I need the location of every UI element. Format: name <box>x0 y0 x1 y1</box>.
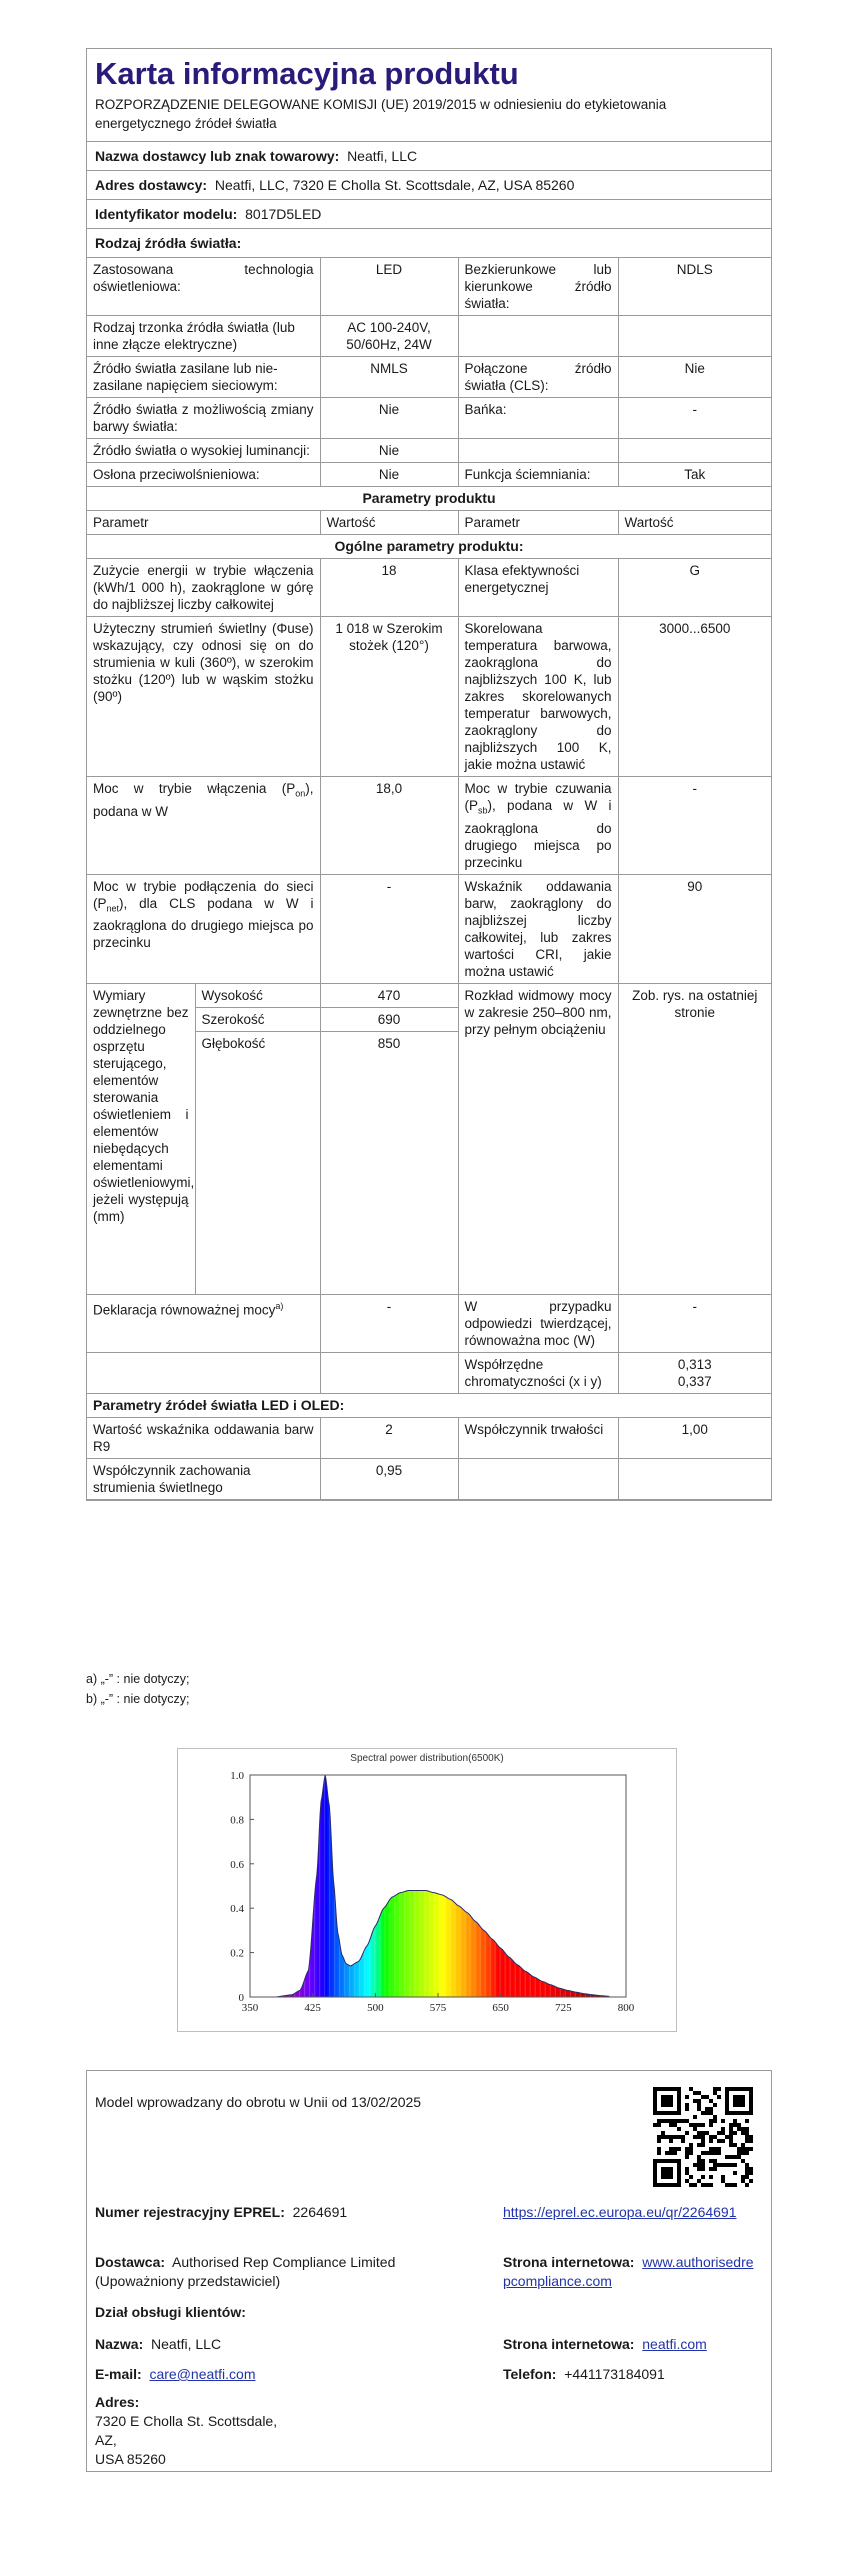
spectrum-band <box>303 1775 305 1997</box>
website2-label: Strona internetowa: <box>503 2336 635 2352</box>
y-tick-label: 0.8 <box>230 1814 244 1827</box>
spectrum-band <box>536 1775 538 1997</box>
cell-equiv-power-label: W przypadku odpowiedzi twierdzącej, równoważna moc (W) <box>458 1294 618 1352</box>
cell-maintenance-value: 0,95 <box>320 1458 458 1499</box>
phone-label: Telefon: <box>503 2366 557 2382</box>
spectrum-band <box>542 1775 544 1997</box>
cell-class-label: Klasa efektywności energetycznej <box>458 559 618 617</box>
cell-luminance-value: Nie <box>320 439 458 463</box>
spectrum-band <box>552 1775 554 1997</box>
cell-class-value: G <box>618 559 771 617</box>
spectrum-band <box>298 1775 300 1997</box>
spectrum-band <box>561 1775 563 1997</box>
spectrum-band <box>302 1775 304 1997</box>
cell-survival-label: Współczynnik trwałości <box>458 1417 618 1458</box>
cell-maintenance-label: Współczynnik zachowania strumienia świetlnego <box>87 1458 320 1499</box>
spectrum-band <box>608 1775 610 1997</box>
footnote-a: a) „-” : nie dotyczy; <box>86 1672 190 1686</box>
website2-link[interactable]: neatfi.com <box>642 2336 707 2352</box>
website-row <box>503 2253 759 2291</box>
spectrum-band <box>589 1775 591 1997</box>
cell-empty <box>618 316 771 357</box>
cell-color-tunable-value: Nie <box>320 398 458 439</box>
text-part: Moc w trybie czuwania (P <box>464 781 612 813</box>
spectrum-band <box>275 1775 277 1997</box>
spectrum-band <box>603 1775 605 1997</box>
spectrum-band <box>282 1775 284 1997</box>
spectrum-band <box>568 1775 570 1997</box>
section-header-led: Parametry źródeł światła LED i OLED: <box>87 1393 771 1417</box>
cell-equiv-value: - <box>320 1294 458 1352</box>
spectrum-band <box>280 1775 282 1997</box>
table-row <box>87 463 771 487</box>
spectrum-band <box>539 1775 541 1997</box>
spectrum-band <box>283 1775 285 1997</box>
cell-cri-value: 90 <box>618 874 771 983</box>
spectrum-band <box>517 1775 519 1997</box>
spectrum-band <box>287 1775 289 1997</box>
page-title: Karta informacyjna produktu <box>95 56 519 91</box>
y-tick-label: 0.6 <box>230 1858 244 1871</box>
spectrum-band <box>292 1775 294 1997</box>
cell-dimensions-values <box>320 983 458 1294</box>
cell-width-label: Szerokość <box>195 1007 320 1031</box>
cell-height-label: Wysokość <box>195 984 320 1008</box>
cell-empty <box>320 1352 458 1393</box>
cell-standby-value: - <box>618 777 771 875</box>
dimensions-table <box>87 984 320 1294</box>
spectrum-band <box>576 1775 578 1997</box>
spectrum-band <box>526 1775 528 1997</box>
cell-spd-label: Rozkład widmowy mocy w zakresie 250–800 nm, przy pełnym obciążeniu <box>458 983 618 1294</box>
spectrum-band <box>606 1775 608 1997</box>
spectrum-band <box>591 1775 593 1997</box>
spectrum-band <box>277 1775 279 1997</box>
spectrum-band <box>588 1775 590 1997</box>
cell-cri-label: Wskaźnik oddawania barw, zaokrąglony do najbliższej liczby całkowitej, lub zakres wartości CRI, jakie można ustawić <box>458 874 618 983</box>
cell-power-on-label <box>87 777 320 875</box>
cell-empty <box>458 316 618 357</box>
x-tick-label: 350 <box>241 2002 259 2014</box>
address-value: Neatfi, LLC, 7320 E Cholla St. Scottsdale, AZ, USA 85260 <box>214 177 575 193</box>
cell-equiv-label <box>87 1294 320 1352</box>
supplier-info <box>95 2253 485 2291</box>
qr-finder <box>725 2087 753 2115</box>
column-header-value: Wartość <box>618 511 771 535</box>
name-label: Nazwa: <box>95 2336 144 2352</box>
spectrum-band <box>285 1775 287 1997</box>
spectrum-band <box>349 1775 351 1997</box>
spectrum-band <box>293 1775 295 1997</box>
spectrum-band <box>569 1775 571 1997</box>
spectrum-band <box>278 1775 280 1997</box>
spectrum-band <box>593 1775 595 1997</box>
eprel-value: 2264691 <box>292 2204 348 2220</box>
cell-empty <box>87 1352 320 1393</box>
qr-finder <box>653 2087 681 2115</box>
cell-flux-value: 1 018 w Szerokim stożek (120°) <box>320 617 458 777</box>
source-type-row <box>87 229 771 258</box>
customer-service-label: Dział obsługi klientów: <box>95 2304 246 2320</box>
table-row <box>87 777 771 875</box>
model-label: Identyfikator modelu: <box>95 206 238 222</box>
supplier-info-label: Dostawca: <box>95 2254 166 2270</box>
eprel-row <box>95 2203 347 2222</box>
cell-technology-value: LED <box>320 258 458 316</box>
cell-net-power-value: - <box>320 874 458 983</box>
spectrum-band <box>578 1775 580 1997</box>
cell-flux-label: Użyteczny strumień świetlny (Φuse) wskazujący, czy odnosi się on do strumienia w kuli (360º), w szerokim stożku (120º) lub w wąskim stożku (90º) <box>87 617 320 777</box>
spectrum-band <box>307 1775 309 1997</box>
email-label: E-mail: <box>95 2366 142 2382</box>
cell-energy-value: 18 <box>320 559 458 617</box>
column-header-value: Wartość <box>320 511 458 535</box>
model-value: 8017D5LED <box>245 206 322 222</box>
address-row <box>87 171 771 200</box>
x-tick-label: 650 <box>492 2002 509 2014</box>
cell-glare-label: Osłona przeciwolśnieniowa: <box>87 463 320 487</box>
cell-technology-label: Zastosowana technologia oświetleniowa: <box>87 258 320 316</box>
spectrum-band <box>557 1775 559 1997</box>
cell-mains-value: NMLS <box>320 357 458 398</box>
x-tick-label: 500 <box>367 2002 384 2014</box>
cell-dimensions <box>87 983 320 1294</box>
cell-equiv-power-value: - <box>618 1294 771 1352</box>
chart-title: Spectral power distribution(6500K) <box>350 1753 504 1764</box>
spectrum-band <box>532 1775 534 1997</box>
phone-row <box>503 2365 665 2384</box>
section-header-general: Ogólne parametry produktu: <box>87 535 771 559</box>
table-row <box>87 874 771 983</box>
cell-directional-label: Bezkierunkowe lub kierunkowe źródło światła: <box>458 258 618 316</box>
table-row <box>87 487 771 511</box>
spectrum-band <box>559 1775 561 1997</box>
y-tick-label: 0.4 <box>230 1903 244 1916</box>
address-line-3: USA 85260 <box>95 2451 166 2467</box>
table-header-row <box>87 511 771 535</box>
table-row <box>87 984 320 1008</box>
address-line-1: 7320 E Cholla St. Scottsdale, <box>95 2413 278 2429</box>
qr-code-icon[interactable] <box>653 2087 753 2187</box>
cell-empty <box>618 1458 771 1499</box>
width-value: 690 <box>321 1008 458 1032</box>
table-row <box>87 1352 771 1393</box>
subscript: sb <box>478 805 488 816</box>
spectrum-band <box>295 1775 297 1997</box>
x-tick-label: 725 <box>555 2002 572 2014</box>
cell-energy-label: Zużycie energii w trybie włączenia (kWh/1 000 h), zaokrąglone w górę do najbliższej liczby całkowitej <box>87 559 320 617</box>
height-value: 470 <box>321 984 458 1008</box>
chroma-x: 0,313 <box>677 1356 712 1372</box>
table-row <box>87 983 771 1294</box>
spectrum-band <box>601 1775 603 1997</box>
spectrum-band <box>551 1775 553 1997</box>
spectrum-band <box>534 1775 536 1997</box>
footnote-mark: a) <box>275 1300 284 1311</box>
cell-cct-value: 3000...6500 <box>618 617 771 777</box>
text-part: Deklaracja równoważnej mocy <box>93 1302 276 1318</box>
y-tick-label: 0 <box>238 1992 244 2004</box>
spectrum-band <box>546 1775 548 1997</box>
market-date: Model wprowadzany do obrotu w Unii od 13/02/2025 <box>95 2094 422 2110</box>
spectrum-band <box>531 1775 533 1997</box>
cell-color-tunable-label: Źródło światła z możliwością zmiany barwy światła: <box>87 398 320 439</box>
x-tick-label: 800 <box>617 2002 635 2014</box>
cell-cls-label: Połączone źródło światła (CLS): <box>458 357 618 398</box>
cell-cct-label: Skorelowana temperatura barwowa, zaokrąglona do najbliższych 100 K, lub zakres skorelowanych temperatur barwowych, zaokrąglony do najbliższych 100 K, jakie można ustawić <box>458 617 618 777</box>
column-header-param: Parametr <box>87 511 320 535</box>
table-row <box>87 1294 771 1352</box>
model-row <box>87 200 771 229</box>
supplier-info-value: Authorised Rep Compliance Limited (Upoważniony przedstawiciel) <box>95 2254 396 2289</box>
info-box <box>86 2070 772 2472</box>
table-row <box>87 439 771 463</box>
x-tick-label: 575 <box>429 2002 447 2014</box>
website2-row <box>503 2335 707 2354</box>
spectrum-fill <box>275 1775 610 1997</box>
phone-value: +441173184091 <box>564 2366 665 2382</box>
website-label: Strona internetowa: <box>503 2254 635 2270</box>
spectrum-band <box>521 1775 523 1997</box>
depth-value: 850 <box>377 1035 401 1051</box>
cell-dimensions-label: Wymiary zewnętrzne bez oddzielnego osprzętu sterującego, elementów sterowania oświetleniem i elementów niebędących elementami oświetleniowymi, jeżeli występują (mm) <box>87 984 195 1294</box>
table-row <box>87 258 771 316</box>
table-row <box>87 316 771 357</box>
product-info-sheet <box>86 48 772 1501</box>
name-row <box>95 2335 221 2354</box>
spectrum-band <box>573 1775 575 1997</box>
source-type-label: Rodzaj źródła światła: <box>95 235 242 251</box>
qr-finder <box>653 2159 681 2187</box>
cell-bulb-label: Bańka: <box>458 398 618 439</box>
website-link[interactable]: www.authorisedrepcompliance.com <box>503 2254 754 2289</box>
spectrum-band <box>537 1775 539 1997</box>
table-row <box>87 1393 771 1417</box>
cell-survival-value: 1,00 <box>618 1417 771 1458</box>
x-tick-label: 425 <box>304 2002 321 2014</box>
cell-cap-value: AC 100-240V, 50/60Hz, 24W <box>320 316 458 357</box>
spectrum-band <box>584 1775 586 1997</box>
text-part: ), podana w W i zaokrąglona do drugiego miejsca po przecinku <box>464 798 612 870</box>
spectrum-band <box>566 1775 568 1997</box>
spectrum-band <box>350 1775 352 1997</box>
spectrum-band <box>305 1775 307 1997</box>
spectrum-band <box>544 1775 546 1997</box>
cell-cls-value: Nie <box>618 357 771 398</box>
table-row <box>87 559 771 617</box>
cell-bulb-value: - <box>618 398 771 439</box>
cell-empty <box>618 439 771 463</box>
spectrum-band <box>288 1775 290 1997</box>
subscript: on <box>295 788 306 799</box>
table-row <box>87 535 771 559</box>
supplier-label: Nazwa dostawcy lub znak towarowy: <box>95 148 340 164</box>
section-header-params: Parametry produktu <box>87 487 771 511</box>
supplier-row <box>87 142 771 171</box>
spectrum-band <box>554 1775 556 1997</box>
cell-spd-value: Zob. rys. na ostatniej stronie <box>618 983 771 1294</box>
cell-dimming-label: Funkcja ściemniania: <box>458 463 618 487</box>
spectrum-band <box>598 1775 600 1997</box>
cell-standby-label <box>458 777 618 875</box>
address-label: Adres dostawcy: <box>95 177 208 193</box>
address-line-2: AZ, <box>95 2432 117 2448</box>
spectrum-band <box>604 1775 606 1997</box>
spectrum-band <box>596 1775 598 1997</box>
table-row <box>87 398 771 439</box>
spectrum-band <box>586 1775 588 1997</box>
spectrum-band <box>556 1775 558 1997</box>
text-part: Moc w trybie włączenia (P <box>93 781 296 796</box>
spectrum-band <box>563 1775 565 1997</box>
cell-cap-label: Rodzaj trzonka źródła światła (lub inne złącze elektryczne) <box>87 316 320 357</box>
spectrum-band <box>549 1775 551 1997</box>
cell-r9-value: 2 <box>320 1417 458 1458</box>
cell-r9-label: Wartość wskaźnika oddawania barw R9 <box>87 1417 320 1458</box>
cell-net-power-label <box>87 874 320 983</box>
spectrum-band <box>579 1775 581 1997</box>
table-row <box>87 1417 771 1458</box>
eprel-link[interactable]: https://eprel.ec.europa.eu/qr/2264691 <box>503 2204 737 2220</box>
spectrum-band <box>583 1775 585 1997</box>
cell-chroma-value <box>618 1352 771 1393</box>
cell-mains-label: Źródło światła zasilane lub nie-zasilane napięciem sieciowym: <box>87 357 320 398</box>
spectrum-band <box>290 1775 292 1997</box>
text-part: Moc w trybie podłączenia do sieci (P <box>93 878 314 911</box>
cell-empty <box>458 439 618 463</box>
text-part: ), dla CLS podana w W i zaokrąglona do drugiego miejsca po przecinku <box>93 895 314 951</box>
spectrum-band <box>564 1775 566 1997</box>
chroma-y: 0,337 <box>677 1373 712 1389</box>
name-value: Neatfi, LLC <box>151 2336 222 2352</box>
spectrum-band <box>541 1775 543 1997</box>
spectrum-band <box>300 1775 302 1997</box>
table-row <box>87 617 771 777</box>
spectrum-band <box>297 1775 299 1997</box>
spectrum-band <box>599 1775 601 1997</box>
regulation-subtitle: ROZPORZĄDZENIE DELEGOWANE KOMISJI (UE) 2019/2015 w odniesieniu do etykietowania energetycznego źródeł światła <box>87 95 771 142</box>
cell-chroma-label: Współrzędne chromatyczności (x i y) <box>458 1352 618 1393</box>
cell-dimming-value: Tak <box>618 463 771 487</box>
spectrum-band <box>529 1775 531 1997</box>
cell-luminance-label: Źródło światła o wysokiej luminancji: <box>87 439 320 463</box>
spectrum-band <box>574 1775 576 1997</box>
spectrum-band <box>527 1775 529 1997</box>
cell-depth-label: Głębokość <box>201 1035 266 1051</box>
table-row <box>87 1458 771 1499</box>
eprel-label: Numer rejestracyjny EPREL: <box>95 2204 285 2220</box>
column-header-param: Parametr <box>458 511 618 535</box>
email-link[interactable]: care@neatfi.com <box>149 2366 256 2382</box>
cell-glare-value: Nie <box>320 463 458 487</box>
y-tick-label: 1.0 <box>230 1770 244 1782</box>
supplier-value: Neatfi, LLC <box>347 148 418 164</box>
cell-directional-value: NDLS <box>618 258 771 316</box>
spectrum-band <box>522 1775 524 1997</box>
subscript: net <box>106 903 120 914</box>
y-tick-label: 0.2 <box>230 1947 244 1960</box>
text-part: ), podana w W <box>93 781 314 819</box>
cell-empty <box>458 1458 618 1499</box>
spectrum-band <box>547 1775 549 1997</box>
spectral-chart-svg <box>178 1749 676 2031</box>
spectrum-band <box>594 1775 596 1997</box>
cell-power-on-value: 18,0 <box>320 777 458 875</box>
email-row <box>95 2365 256 2384</box>
spectrum-band <box>571 1775 573 1997</box>
source-type-table <box>87 258 771 1500</box>
footnote-b: b) „-” : nie dotyczy; <box>86 1692 190 1706</box>
spectral-chart <box>177 1748 677 2032</box>
spectrum-band <box>581 1775 583 1997</box>
address-label-info: Adres: <box>95 2394 140 2410</box>
spectrum-band <box>524 1775 526 1997</box>
table-row <box>87 357 771 398</box>
spectrum-band <box>519 1775 521 1997</box>
